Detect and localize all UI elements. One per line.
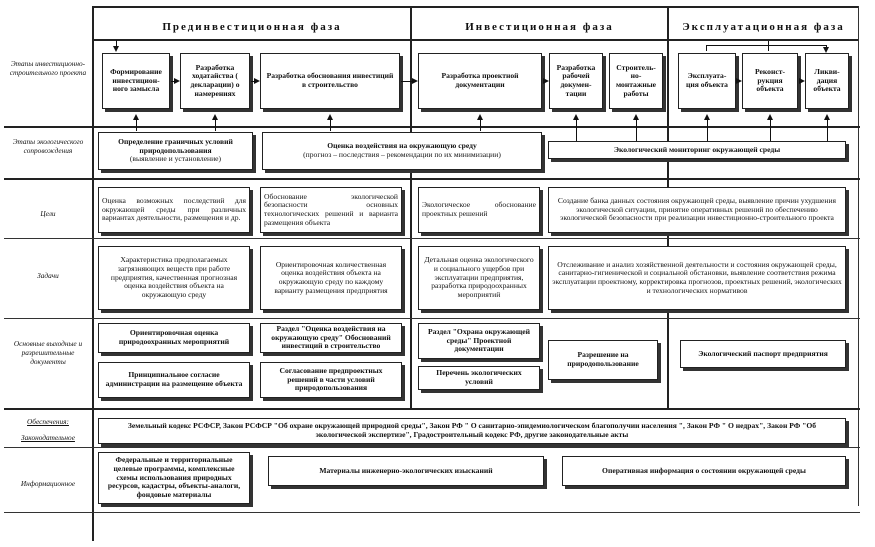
row-label-legal: Законодательное	[21, 433, 75, 442]
link-line	[136, 119, 137, 131]
goal-box: Оценка возможных последствий для окружающей среды при различных вариантах деятельности, размещения и др.	[98, 187, 250, 233]
flow-arrow	[799, 78, 805, 84]
row-divider-tasks	[4, 318, 860, 319]
legal-box: Земельный кодекс РСФСР, Закон РСФСР "Об охране окружающей природной среды", Закон РФ " О санитарно-эпидемиологическом благополучии населения ", Закон РФ " О недрах", Закон РФ "Об экологической экспертизе", Градостроительный кодекс РФ, другие законодательные акты	[98, 418, 846, 444]
phase-header-line	[92, 39, 858, 41]
row-label-support: Обеспечения:	[27, 417, 69, 426]
row-divider-goals	[4, 238, 860, 239]
output-box: Перечень экологических условий	[418, 366, 540, 390]
phase-investment: Инвестиционная фаза	[465, 21, 614, 33]
link-line	[770, 119, 771, 141]
output-box: Ориентировочная оценка природоохранных мероприятий	[98, 323, 250, 353]
link-line	[827, 119, 828, 141]
eco-box-subtitle: (прогноз – последствия – рекомендации по их минимизации)	[303, 150, 501, 159]
link-line	[480, 119, 481, 131]
task-box: Ориентировочная количественная оценка воздействия объекта на окружающую среду по каждому варианту размещения предприятия	[260, 246, 402, 310]
goal-box: Экологическое обоснование проектных решений	[418, 187, 540, 233]
link-line	[215, 119, 216, 131]
link-line	[330, 119, 331, 131]
phase-pre-investment: Прединвестиционная фаза	[162, 21, 342, 33]
flow-arrow	[543, 78, 549, 84]
stage-box: Разработка обоснования инвестиций в строительство	[260, 53, 400, 109]
task-box: Детальная оценка экологического и социального ущербов при эксплуатации предприятия, разработка природоохранных мероприятий	[418, 246, 540, 310]
eco-box-impact-assessment	[262, 132, 542, 170]
goal-box: Создание банка данных состояния окружающей среды, выявление причин ухудшения экологической ситуации, принятие оперативных решений по обеспечению экологической безопасности при реализации инвестиционно-строительного проекта	[548, 187, 846, 233]
goal-box: Обоснование экологической безопасности основных технологических решений и варианта размещения объекта	[260, 187, 402, 233]
eco-box-subtitle: (выявление и установление)	[129, 154, 222, 164]
stage-box: Разработка проектной документации	[418, 53, 542, 109]
row-label-info: Информационное	[20, 479, 76, 488]
task-box: Отслеживание и анализ хозяйственной деятельности и состояния окружающей среды, санитарно-гигиенической и социальной обстановки, выявление соответствия режима эксплуатации проектному, корректировка прогнозов, проектных решений, экологических и технологических нормативов	[548, 246, 846, 310]
loop-line	[706, 45, 707, 51]
row-label-stages: Этапы инвестиционно-строительного проекта	[9, 59, 87, 77]
row-label-eco: Этапы экологического сопровождения	[12, 137, 84, 155]
stage-box: Эксплуата-ция объекта	[678, 53, 736, 109]
link-line	[707, 119, 708, 141]
output-box: Раздел "Охрана окружающей среды" Проектной документации	[418, 323, 540, 359]
entry-arrow	[113, 46, 119, 52]
output-box: Раздел "Оценка воздействия на окружающую среду" Обоснований инвестиций в строительство	[260, 323, 402, 353]
top-border	[92, 6, 858, 8]
info-box: Материалы инженерно-экологических изысканий	[268, 456, 544, 486]
loop-line	[768, 41, 769, 51]
flow-arrow	[736, 78, 742, 84]
output-box: Разрешение на природопользование	[548, 340, 658, 380]
stage-box: Строитель-но-монтажные работы	[609, 53, 663, 109]
stage-box: Разработка ходатайства ( декларации) о намерениях	[180, 53, 250, 109]
flow-arrow	[412, 78, 418, 84]
row-label-goals: Цели	[40, 209, 56, 218]
loop-arrow	[823, 47, 829, 53]
stage-box: Разработка рабочей докумен-тации	[549, 53, 603, 109]
flow-arrow	[174, 78, 180, 84]
info-box: Оперативная информация о состоянии окружающей среды	[562, 456, 846, 486]
eco-box-monitoring: Экологический мониторинг окружающей среды	[548, 141, 846, 159]
row-divider-outputs	[4, 408, 860, 410]
right-border	[858, 6, 859, 506]
info-box: Федеральные и территориальные целевые программы, комплексные схемы использования природных ресурсов, кадастры, объекты-аналоги, фондовые материалы	[98, 452, 250, 504]
bottom-border	[4, 512, 860, 513]
task-box: Характеристика предполагаемых загрязняющих веществ при работе предприятия, качественная прогнозная оценка воздействия объекта на окружающую среду	[98, 246, 250, 310]
phase-divider-1	[410, 6, 412, 408]
row-label-outputs: Основные выходные и разрешительные документы	[13, 339, 83, 366]
stage-box: Ликви-дация объекта	[805, 53, 849, 109]
eco-box-title: Определение граничных условий природопользования	[118, 136, 233, 155]
eco-box-title: Оценка воздействия на окружающую среду	[327, 141, 477, 151]
row-label-tasks: Задачи	[37, 271, 59, 280]
stage-box: Формирование инвестицион-ного замысла	[102, 53, 170, 109]
label-column-divider	[92, 6, 94, 541]
flow-arrow	[254, 78, 260, 84]
output-box: Согласование предпроектных решений в части условий природопользования	[260, 362, 402, 398]
output-box: Экологический паспорт предприятия	[680, 340, 846, 368]
eco-box-boundary-conditions	[98, 132, 253, 170]
row-divider-stages	[4, 126, 860, 128]
link-line	[576, 119, 577, 141]
output-box: Принципиальное согласие администрации на размещение объекта	[98, 362, 250, 398]
stage-box: Реконст-рукция объекта	[742, 53, 798, 109]
row-divider-legal	[4, 447, 860, 448]
phase-operation: Эксплуатационная фаза	[682, 21, 845, 33]
row-divider-eco	[4, 178, 860, 180]
loop-line	[706, 45, 826, 46]
link-line	[636, 119, 637, 141]
